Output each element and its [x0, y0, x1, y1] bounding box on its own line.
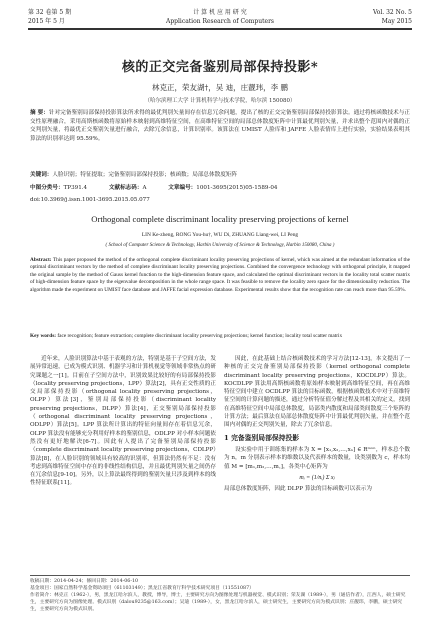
article-number-field	[168, 184, 277, 193]
keywords-cn-label: 关键词：	[30, 172, 53, 178]
authors-en: LIN Ke-zheng, RONG You-hu†, WU Di, ZHUANG Liang-wei, LI Peng	[141, 232, 299, 238]
header-volume-issue-en: Vol. 32 No. 5	[372, 9, 412, 16]
abstract-cn	[30, 109, 410, 143]
header-rule	[28, 28, 412, 29]
abstract-cn-text: 针对完备鉴别局部保持投影算法所求得的最优判别矢量间存在信息冗余问题，提出了核的正交完备鉴别局部保持投影算法。通过将核函数技术与正交性原理融合，采用高斯核函数将原始样本映射到高维特征空间，在高维特征空间的局部总体散度矩阵中计算最优判别矢量，并求出整个范围内对偶的正交判别矢量，将最优正交鉴别矢量进行融合，去除冗余信息，计算识别率。该算法在 UMIST 人脸库和 JAFFE 人脸表情库上进行实验，实验结果表明其算法的识别率达到 95.59%。	[30, 110, 410, 142]
section-heading-1: 1 完备鉴别局部保持投影	[224, 433, 300, 442]
article-number-value: 1001-3695(2015)05-1589-04	[196, 185, 278, 191]
clc-value: TP391.4	[63, 185, 88, 191]
authors-cn: 林克正，荣友湖†，吴 迪，庄靓玮，李 鹏	[151, 83, 289, 92]
footnote	[30, 575, 410, 613]
header-volume-issue-cn: 第 32 卷第 5 期	[28, 9, 72, 16]
footnote-received: 收稿日期：2014-04-24；修回日期：2014-06-10	[30, 579, 139, 584]
running-header	[28, 6, 412, 30]
header-journal-cn: 计 算 机 应 用 研 究	[193, 9, 247, 16]
clc-label: 中图分类号：	[30, 185, 64, 191]
section-1-paragraph: 设实验中用于训练集的样本为 X = [x₁,x₂,…,xₙ] ∈ Rᵐˣⁿ，样本总个数为 n，m 分别表示样本的维数以及代表样本的数量，设类别数为 c，样本均值 M = [m₁,m₂,…,m꜀]，各类中心矩阵为	[224, 446, 410, 470]
keywords-en-text: face recognition; feature extraction; complete discriminant locality preserving projections; kernel function; locality total scatter matrix	[57, 333, 343, 339]
keywords-en	[30, 333, 410, 340]
section-1-paragraph-2: 局部总体散度矩阵，因此 DLPP 算法的目标函数可以表示为	[224, 486, 372, 493]
keywords-en-label: Key words:	[30, 333, 58, 339]
doi[interactable]: doi:10.3969/j.issn.1001-3695.2015.05.077	[30, 197, 150, 203]
keywords-cn	[30, 171, 410, 180]
header-volume-en	[373, 8, 412, 26]
title-en: Orthogonal complete discriminant locality preserving projections of kernel	[91, 214, 349, 224]
body-column-left	[30, 355, 216, 488]
abstract-en-label: Abstract:	[30, 257, 53, 263]
body-column-right	[224, 355, 410, 493]
class-mean-formula: mᵢ = (1/nᵢ) Σ xⱼ	[299, 474, 335, 481]
header-journal-en: Application Research of Computers	[165, 18, 275, 25]
article-number-label: 文章编号：	[168, 185, 197, 191]
affiliation-cn: （哈尔滨理工大学 计算机科学与技术学院，哈尔滨 150080）	[144, 98, 296, 104]
header-journal	[28, 8, 412, 26]
affiliation-en: ( School of Computer Science & Technology, Harbin University of Science & Technology, Harbin 150080, China )	[105, 243, 335, 248]
classification-row	[30, 184, 410, 193]
doc-label: 文献标志码：	[108, 185, 143, 191]
doc-value: A	[142, 185, 147, 191]
header-date-en: May 2015	[381, 18, 412, 25]
abstract-cn-label: 摘 要：	[30, 110, 49, 116]
intro-paragraph-2: 因此，在此基础上结合核函数技术的学习方法[12-13]，本文提出了一种核的正交完备鉴别局部保持投影（kernel orthogonal complete discriminant locality preserving projections，KOCDLPP）算法。KOCDLPP 算法用高斯核函数将原始样本映射到高维特征空间，再在高维特征空间中建立 OCDLPP 算法的目标函数，根据核函数技术中对于高维特征空间的计算问题的描述，通过分析特征值分解过程及其相关的定义，找到在高维特征空间中局部总体散度，局部类内散度和局部类间散度三个矩阵的计算方法；最后算法在局部总体散度矩阵中计算最优判别矢量，并在整个范围内对偶的正交判别矢量，除去了冗余信息。	[224, 356, 410, 429]
keywords-cn-text: 人脸识别；特征提取；完备鉴别局部保持投影；核函数；局部总体散度矩阵	[52, 172, 237, 178]
footnote-bio: 作者简介：林克正（1962-），男，黑龙江哈尔滨人，教授，博导，博士，主要研究方向为图像处理与机器视觉、模式识别；荣友湖（1989-），男（通信作者），江西人，硕士研究生，主要研究方向为图像处理、模式识别（dalou9235@163.com）；吴迪（1989-），女，黑龙江哈尔滨人，硕士研究生，主要研究方向为模式识别；庄靓玮，李鹏，硕士研究生，主要研究方向为模式识别。	[30, 593, 406, 612]
abstract-en-text: This paper proposed the method of the orthogonal complete discriminant locality preserving projections of kernel, which was aimed at the redundant information of the optimal discriminant vectors by the method of complete discriminant locality preserving projections. Combined the convergence technology with orthogonal principle, it mapped the original sample by the method of Gauss kernel function to the high-dimension feature space, and calculated the optimal discriminant vectors in the locality total scatter matrix of high-dimension feature space by the eigenvalue decomposition in the whole range space. It was feasible to remove the locality zero space for the dimensionality reduction. The algorithm made the experiment on UMIST face database and JAFFE facial expression database. Experimental results show that the recognition rate can reach more than 95.59%.	[30, 257, 410, 293]
intro-paragraph: 近年来，人脸识别算法中基于表观的方法，特别是基于子空间方法，发展异常迅速，已成为模式识别、机器学习和计算机视觉等领域非常热点的研究课题之一[1]。目前在子空间方法中，识别效果比较好的有局部保持投影（locality preserving projections，LPP）算法[2]，具有正交性质的正交局部保持投影（orthogonal locality preserving projections，OLPP）算法[3]，鉴别局部保持投影（discriminant locality preserving projections，DLPP）算法[4]，正交鉴别局部保持投影（orthogonal discriminant locality preserving projections，ODLPP）算法[5]。LPP 算法所计算出的特征向量间存在着信息冗余，OLPP 算法没有能够充分利用好样本的鉴别信息，ODLPP 对小样本问题依然没有更好地解决[6-7]。因此有人提出了完备鉴别局部保持投影（complete discriminant locality preserving projections，CDLPP）算法[8]，在人脸识别的领域具有较高的识别率，但算法仍然有不足：没有考虑到高维特征空间中存在的非线性结构信息，并且最优判别矢量之间仍存在冗余信息[9-10]。另外，以上算法最终得到的鉴别矢量只涉及到样本的线性特征联系[11]。	[30, 356, 216, 487]
header-date-cn: 2015 年 5 月	[28, 18, 65, 25]
doc-field	[109, 184, 147, 193]
title-cn: 核的正交完备鉴别局部保持投影*	[121, 60, 319, 75]
clc-field	[30, 184, 87, 193]
footnote-fund: 基金项目：国家自然科学基金资助项目（61103149）；黑龙江省教育厅科学技术研究项目（11551087）	[30, 586, 254, 591]
abstract-en	[30, 257, 410, 294]
